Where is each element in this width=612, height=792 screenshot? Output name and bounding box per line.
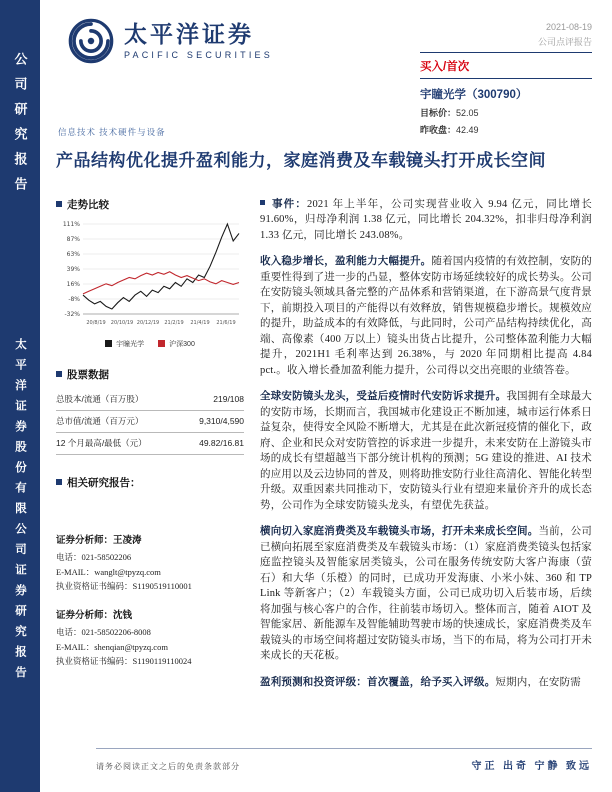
- legend-swatch-yutong-icon: [105, 340, 112, 347]
- analyst-email: E-MAIL：shenqian@tpyzq.com: [56, 641, 168, 652]
- chart-legend: [56, 339, 244, 349]
- stock-data-table: [56, 389, 244, 455]
- brand-name-en: PACIFIC SECURITIES: [124, 50, 273, 61]
- brand-name-cn: 太平洋证券: [124, 21, 254, 47]
- related-reports-title: 相关研究报告：: [67, 477, 141, 489]
- report-title: 产品结构优化提升盈利能力，家庭消费及车载镜头打开成长空间: [56, 151, 546, 170]
- target-price-line: [420, 106, 592, 119]
- stock-value: 49.82/16.81: [182, 432, 244, 454]
- report-type: 公司点评报告: [537, 37, 592, 47]
- stock-row: [56, 389, 244, 411]
- paragraph-lead: 事件：: [271, 198, 308, 210]
- expansion-paragraph: [260, 524, 592, 664]
- page-footer: [96, 748, 592, 772]
- legend-label-hs300: 沪深300: [169, 340, 195, 348]
- revenue-growth-paragraph: [260, 254, 592, 378]
- stock-value: 9,310/4,590: [182, 410, 244, 432]
- stock-label: 总股本/流通（百万股）: [56, 389, 182, 411]
- svg-text:20/12/19: 20/12/19: [136, 319, 160, 326]
- analyst-phone: 电话：021-58502206: [56, 552, 132, 563]
- stock-data-title: 股票数据: [67, 369, 109, 381]
- sidebar-company-line: 太平洋证券股份有限公司证券研究报告: [14, 338, 26, 687]
- stock-value: 219/108: [182, 389, 244, 411]
- stock-label: 12 个月最高/最低（元）: [56, 432, 182, 454]
- company-name: 宇瞳光学（300790）: [420, 89, 528, 101]
- paragraph-body: 随着国内疫情的有效控制，安防的重要性得到了进一步的凸显，整体安防市场延续较好的成长势头。公司在安防镜头领域具备完整的产品体系和营销渠道，在下游高景气度背景下，前期投入项目的产能得以有效释放，销售规模稳步增长。规模效应的提升，助益成本的有效降低，与此同时，公司产品结构持续优化，高端、高像素（400 万以上）镜头出货占比提升，公司整体盈利能力大幅提升，2021H1 毛利率达到 26.38%，与 2020 年同期相比提高 4.84 pct.。收入增长叠加盈利能力提升，公司得以交出亮眼的业绩答卷。: [260, 256, 592, 376]
- stock-label: 总市值/流通（百万元）: [56, 410, 182, 432]
- trend-title: 走势比较: [67, 199, 109, 211]
- rating-paragraph: [260, 675, 592, 691]
- analyst-cert: 执业资格证书编码：S1190519110001: [56, 581, 192, 592]
- prev-close-value: 42.49: [456, 125, 479, 135]
- bullet-square-icon: [56, 371, 62, 377]
- left-column: [56, 197, 244, 702]
- target-price-value: 52.05: [456, 108, 479, 118]
- prev-close-line: [420, 123, 592, 136]
- paragraph-lead: 横向切入家庭消费类及车载镜头市场，打开未来成长空间。: [260, 526, 539, 538]
- security-lens-paragraph: [260, 389, 592, 513]
- paragraph-lead: 全球安防镜头龙头，受益后疫情时代安防诉求提升。: [260, 391, 507, 403]
- svg-text:39%: 39%: [66, 265, 80, 273]
- industry-category: 信息技术 技术硬件与设备: [58, 127, 166, 137]
- svg-text:21/6/19: 21/6/19: [216, 319, 236, 326]
- svg-text:-8%: -8%: [68, 295, 80, 303]
- bullet-square-icon: [56, 479, 62, 485]
- pacific-securities-logo-icon: [68, 18, 114, 64]
- paragraph-body: 2021 年上半年，公司实现营业收入 9.94 亿元，同比增长 91.60%，归母净利润 1.38 亿元，同比增长 204.32%，扣非归母净利润 1.33 亿元，同比增长 243.08%。: [260, 198, 592, 241]
- analyst-block: [56, 534, 244, 594]
- divider: [420, 52, 592, 53]
- analyst-cert: 执业资格证书编码：S1190119110024: [56, 656, 192, 667]
- right-column: [260, 197, 592, 702]
- paragraph-lead: 收入稳步增长，盈利能力大幅提升。: [260, 256, 432, 268]
- svg-text:16%: 16%: [66, 280, 80, 288]
- svg-text:111%: 111%: [62, 220, 80, 228]
- analyst-name: 证券分析师：王凌涛: [56, 535, 142, 546]
- disclaimer-note: 请务必阅读正文之后的免责条款部分: [96, 762, 240, 771]
- brand-names: [124, 22, 273, 60]
- event-paragraph: [260, 197, 592, 244]
- company-motto: 守正 出奇 宁静 致远: [471, 761, 592, 772]
- footer-divider: [96, 748, 592, 749]
- paragraph-body: 短期内，在安防需: [495, 676, 582, 688]
- bullet-square-icon: [56, 201, 62, 207]
- paragraph-lead: 盈利预测和投资评级：首次覆盖，给予买入评级。: [260, 676, 496, 688]
- main-content: [40, 0, 612, 792]
- bullet-square-icon: [260, 200, 265, 205]
- rating-badge: 买入/首次: [420, 61, 470, 73]
- stock-section-head: [56, 367, 244, 382]
- sidebar-report-type: 公司研究报告: [12, 52, 28, 202]
- price-trend-chart: [56, 219, 244, 337]
- trend-section-head: [56, 197, 244, 212]
- two-column-body: [56, 197, 592, 702]
- side-band: [0, 0, 40, 792]
- prev-close-label: 昨收盘：: [420, 125, 457, 135]
- svg-text:21/2/19: 21/2/19: [164, 319, 184, 326]
- svg-text:63%: 63%: [66, 250, 80, 258]
- footer-row: [96, 757, 592, 772]
- svg-text:87%: 87%: [66, 235, 80, 243]
- analyst-email: E-MAIL：wanglt@tpyzq.com: [56, 566, 161, 577]
- paragraph-body: 当前，公司已横向拓展至家庭消费类及车载镜头市场：（1）家庭消费类镜头包括家庭监控镜头及智能家居类镜头，公司在服务传统安防大客户海康（萤石）和大华（乐橙）的同时，已成功开发海康、小米小妹、360 和 TP Link 等新客户；（2）车载镜头方面，公司已成功切入后装市场，后续将加强与核心客户的合作，往前装市场切入。整体而言，随着 AIOT 及智能家居、新能源车及智能辅助驾驶市场的快速成长，家庭消费类及车载镜头的市场空间将超过安防镜头市场，当下的布局，将为公司打开未来成长的天花板。: [260, 526, 593, 662]
- target-price-label: 目标价：: [420, 108, 457, 118]
- analyst-block: [56, 609, 244, 669]
- paragraph-body: 我国拥有全球最大的安防市场，长期而言，我国城市化建设正不断加速，城市运行体系日益复杂，使得安全风险不断增大，尤其是在此次新冠疫情的催化下，政府、企业和民众对安防管控的诉求进一步提升，未来安防在上游镜头市场的成长有望超越当下部分统计机构的预测；5G 建设的推进、AI 技术的应用以及云边协同的普及，则将助推安防行业往高清化、智能化转型升级。双重因素共同推动下，安防镜头行业有望迎来量价齐升的成长态势，公司作为全球安防镜头龙头，有望优先获益。: [260, 391, 592, 511]
- analyst-phone: 电话：021-58502206-8008: [56, 627, 151, 638]
- svg-text:20/8/19: 20/8/19: [86, 319, 106, 326]
- legend-swatch-hs300-icon: [158, 340, 165, 347]
- report-date: 2021-08-19: [545, 22, 592, 32]
- report-meta-block: [420, 22, 592, 136]
- legend-item-hs300: [158, 339, 195, 349]
- divider: [420, 78, 592, 79]
- svg-text:21/4/19: 21/4/19: [190, 319, 210, 326]
- legend-item-yutong: [105, 339, 144, 349]
- svg-text:20/10/19: 20/10/19: [110, 319, 134, 326]
- analyst-name: 证券分析师：沈钱: [56, 610, 133, 621]
- svg-text:-32%: -32%: [64, 310, 80, 318]
- legend-label-yutong: 宇瞳光学: [116, 340, 145, 348]
- stock-row: [56, 432, 244, 454]
- related-reports-head: [56, 475, 244, 490]
- stock-row: [56, 410, 244, 432]
